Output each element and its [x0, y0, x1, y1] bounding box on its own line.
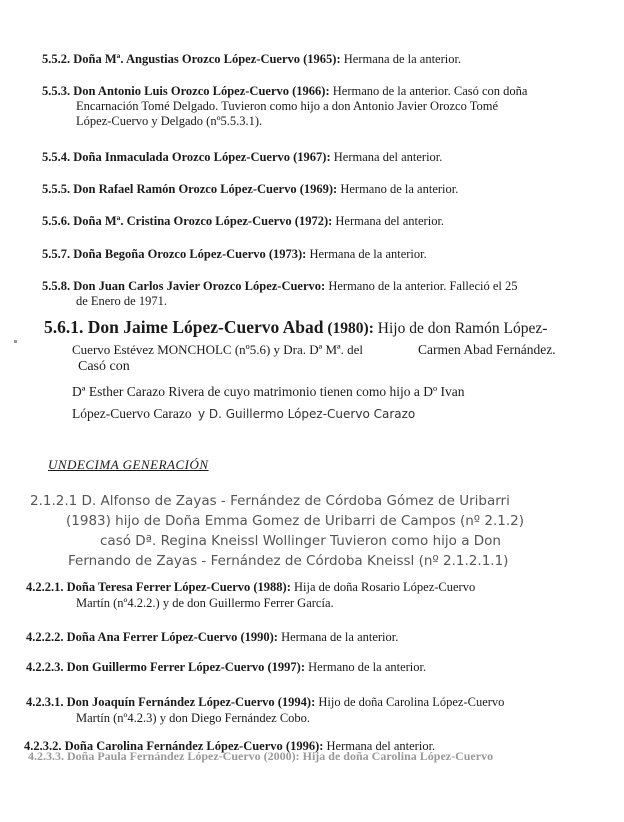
entry-text-line: López-Cuervo y Delgado (nº5.5.3.1). — [76, 114, 263, 128]
entry-4-2-3-1 — [26, 695, 504, 710]
scan-mark — [14, 340, 17, 343]
entry-text: Hijo de doña Carolina López-Cuervo — [318, 695, 505, 709]
entry-5-5-2 — [42, 52, 461, 67]
entry-number: 5.5.7. — [42, 247, 71, 261]
entry-text: Hija de doña Rosario López-Cuervo — [294, 580, 476, 594]
entry-5-5-6 — [42, 214, 444, 229]
entry-4-2-2-1 — [26, 580, 475, 595]
entry-name: Doña Mª. Angustias Orozco López-Cuervo (1965): — [73, 52, 341, 66]
entry-number: 5.5.5. — [42, 182, 71, 196]
entry-number: 5.5.2. — [42, 52, 71, 66]
entry-name: Don Guillermo Ferrer López-Cuervo (1997): — [66, 660, 305, 674]
entry-name: Doña Begoña Orozco López-Cuervo (1973): — [73, 247, 307, 261]
entry-text-line: Cuervo Estévez MONCHOLC (nº5.6) y Dra. Dª Mª. del — [72, 342, 364, 357]
entry-number: 4.2.2.2. — [26, 630, 64, 644]
entry-name: Don Juan Carlos Javier Orozco López-Cuervo: — [73, 279, 326, 293]
entry-5-5-4 — [42, 150, 442, 165]
entry-name: Don Joaquín Fernández López-Cuervo (1994): — [66, 695, 316, 709]
entry-4-2-2-3 — [26, 660, 426, 675]
alfonso-line: (1983) hijo de Doña Emma Gomez de Uribarri de Campos (nº 2.1.2) — [66, 513, 525, 529]
entry-text-line: Casó con — [78, 359, 130, 374]
entry-number: 4.2.3.2. — [24, 739, 62, 753]
entry-text-line: Dª Esther Carazo Rivera de cuyo matrimonio tienen como hijo a Dº Ivan — [72, 384, 465, 399]
entry-name: Don Rafael Ramón Orozco López-Cuervo (1969): — [73, 182, 338, 196]
entry-text: Hermana del anterior. — [326, 739, 436, 753]
entry-text-line: Carmen Abad Fernández. — [418, 342, 556, 357]
entry-5-5-3 — [42, 84, 527, 99]
entry-year: (1980): — [327, 320, 374, 337]
entry-5-5-7 — [42, 247, 427, 262]
entry-5-5-8 — [42, 279, 518, 294]
entry-name: Doña Inmaculada Orozco López-Cuervo (1967): — [73, 150, 331, 164]
entry-number: 5.5.8. — [42, 279, 71, 293]
entry-text: Hermana de la anterior. — [343, 52, 462, 66]
generation-heading: UNDECIMA GENERACIÓN — [48, 457, 209, 472]
entry-text: Hermano de la anterior. Casó con doña — [332, 84, 528, 98]
entry-text: Hermano de la anterior. — [340, 182, 459, 196]
entry-number: 5.5.6. — [42, 214, 71, 228]
entry-number: 5.5.4. — [42, 150, 71, 164]
entry-text: Hermano de la anterior. — [308, 660, 427, 674]
entry-number: 4.2.2.3. — [26, 660, 64, 674]
entry-text-line: Martín (nº4.2.2.) y de don Guillermo Ferrer García. — [76, 596, 334, 610]
entry-heading: 5.6.1. Don Jaime López-Cuervo Abad — [44, 317, 324, 337]
entry-text-addition: y D. Guillermo López-Cuervo Carazo — [197, 407, 416, 421]
cut-off-text: 4.2.3.3. Doña Paula Fernández López-Cuervo (2000): Hija de doña Carolina López-Cuervo — [28, 749, 494, 763]
entry-text: Hermana de la anterior. — [281, 630, 399, 644]
cut-off-line — [28, 749, 568, 763]
entry-4-2-2-2 — [26, 630, 398, 645]
entry-5-6-1 — [44, 317, 547, 339]
entry-text-line: Martín (nº4.2.3) y don Diego Fernández Cobo. — [76, 711, 311, 725]
entry-text: Hijo de don Ramón López- — [377, 320, 548, 337]
entry-text: Hermana del anterior. — [335, 214, 445, 228]
entry-5-5-5 — [42, 182, 458, 197]
entry-text: Hermana del anterior. — [333, 150, 443, 164]
entry-name: Doña Mª. Cristina Orozco López-Cuervo (1972): — [73, 214, 333, 228]
entry-name: Don Antonio Luis Orozco López-Cuervo (1966): — [73, 84, 330, 98]
alfonso-line: Fernando de Zayas - Fernández de Córdoba Kneissl (nº 2.1.2.1.1) — [68, 553, 509, 569]
entry-number: 5.5.3. — [42, 84, 71, 98]
entry-text-line: de Enero de 1971. — [76, 294, 167, 308]
entry-text-line — [72, 406, 415, 422]
entry-name: Doña Carolina Fernández López-Cuervo (1996): — [64, 739, 324, 753]
entry-text: Hermana de la anterior. — [309, 247, 427, 261]
entry-text: Hermano de la anterior. Falleció el 25 — [328, 279, 518, 293]
alfonso-line: 2.1.2.1 D. Alfonso de Zayas - Fernández de Córdoba Gómez de Uribarri — [30, 493, 510, 509]
entry-number: 4.2.2.1. — [26, 580, 64, 594]
entry-name: Doña Ana Ferrer López-Cuervo (1990): — [66, 630, 278, 644]
entry-number: 4.2.3.1. — [26, 695, 64, 709]
entry-text-line: Encarnación Tomé Delgado. Tuvieron como hijo a don Antonio Javier Orozco Tomé — [76, 99, 499, 113]
entry-text: López-Cuervo Carazo — [72, 406, 192, 421]
entry-name: Doña Teresa Ferrer López-Cuervo (1988): — [66, 580, 291, 594]
alfonso-line: casó Dª. Regina Kneissl Wollinger Tuvieron como hijo a Don — [100, 533, 501, 549]
